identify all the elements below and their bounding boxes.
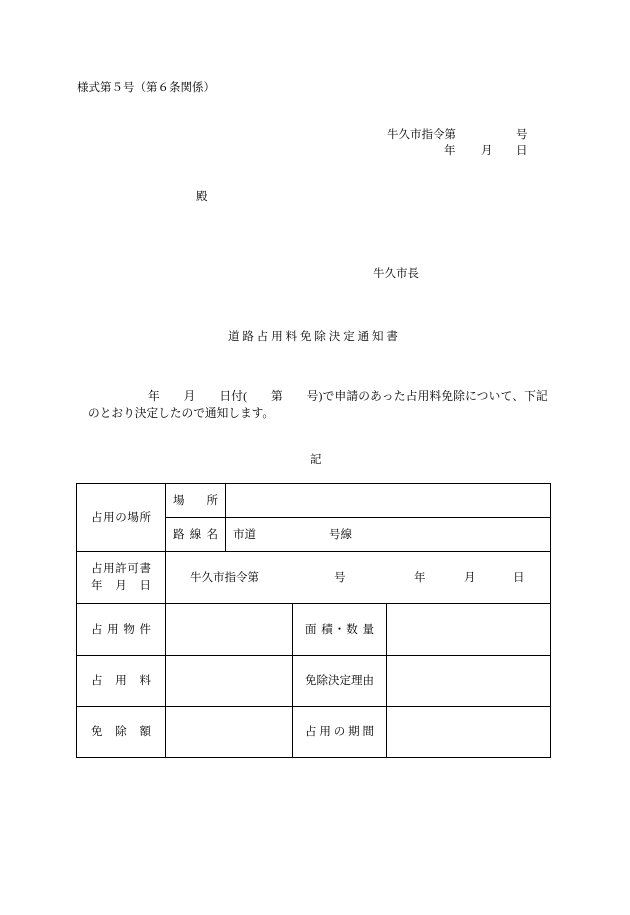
occupancy-period-value-cell [387, 707, 551, 758]
occupied-object-label-cell [77, 604, 166, 656]
permit-year: 年 [414, 571, 426, 584]
table-row [77, 707, 551, 758]
permit-number-suffix: 号 [334, 571, 346, 584]
occupancy-fee-value-cell [166, 656, 293, 707]
area-quantity-value-cell [387, 604, 551, 656]
place-value-cell [226, 484, 551, 518]
issuer-name: 牛久市長 [373, 268, 419, 280]
details-table [76, 483, 551, 758]
exemption-reason-label: 免除決定理由 [305, 675, 374, 687]
table-row [77, 552, 551, 604]
area-quantity-label-cell [293, 604, 387, 656]
occupancy-fee-label: 占 用 料 [91, 675, 151, 687]
location-label-cell [77, 484, 166, 552]
route-suffix: 号線 [329, 528, 352, 541]
exemption-amount-label: 免 除 額 [91, 726, 151, 738]
ki-heading: 記 [310, 454, 322, 466]
body-text-line-2: のとおり決定したので通知します。 [88, 407, 275, 420]
route-prefix: 市道 [233, 528, 256, 541]
document-title: 道路占用料免除決定通知書 [228, 331, 401, 343]
occupied-object-label: 占 用 物 件 [91, 623, 151, 636]
route-value-cell [226, 518, 551, 552]
occupied-object-value-cell [166, 604, 293, 656]
occupancy-fee-label-cell [77, 656, 166, 707]
permit-month: 月 [464, 571, 476, 584]
exemption-reason-label-cell [293, 656, 387, 707]
form-number-label: 様式第５号（第６条関係） [77, 82, 215, 94]
exemption-reason-value-cell [387, 656, 551, 707]
permit-day: 日 [513, 571, 525, 584]
route-label-cell [166, 518, 226, 552]
area-quantity-label: 面 積・数 量 [305, 623, 374, 636]
permit-value-cell [166, 552, 551, 604]
place-label: 場 所 [173, 494, 218, 507]
table-row [77, 604, 551, 656]
directive-number-suffix: 号 [516, 129, 528, 141]
occupancy-period-label: 占 用 の 期 間 [305, 726, 374, 738]
permit-prefix: 牛久市指令第 [190, 571, 259, 584]
directive-number-prefix: 牛久市指令第 [387, 129, 456, 141]
permit-label-cell [77, 552, 166, 604]
addressee-honorific: 殿 [196, 191, 208, 203]
location-label: 占用の場所 [91, 511, 151, 524]
issue-date-month: 月 [481, 145, 493, 157]
permit-label-line-2: 年 月 日 [91, 579, 151, 592]
occupancy-period-label-cell [293, 707, 387, 758]
issue-date-day: 日 [516, 145, 528, 157]
table-row [77, 484, 551, 518]
table-row [77, 656, 551, 707]
exemption-amount-label-cell [77, 707, 166, 758]
permit-label-line-1: 占用許可書 [91, 562, 151, 575]
route-label: 路 線 名 [173, 528, 218, 541]
exemption-amount-value-cell [166, 707, 293, 758]
issue-date-year: 年 [444, 145, 456, 157]
body-text-line-1: 年 月 日付( 第 号)で申請のあった占用料免除について、下記 [148, 390, 548, 403]
place-label-cell [166, 484, 226, 518]
